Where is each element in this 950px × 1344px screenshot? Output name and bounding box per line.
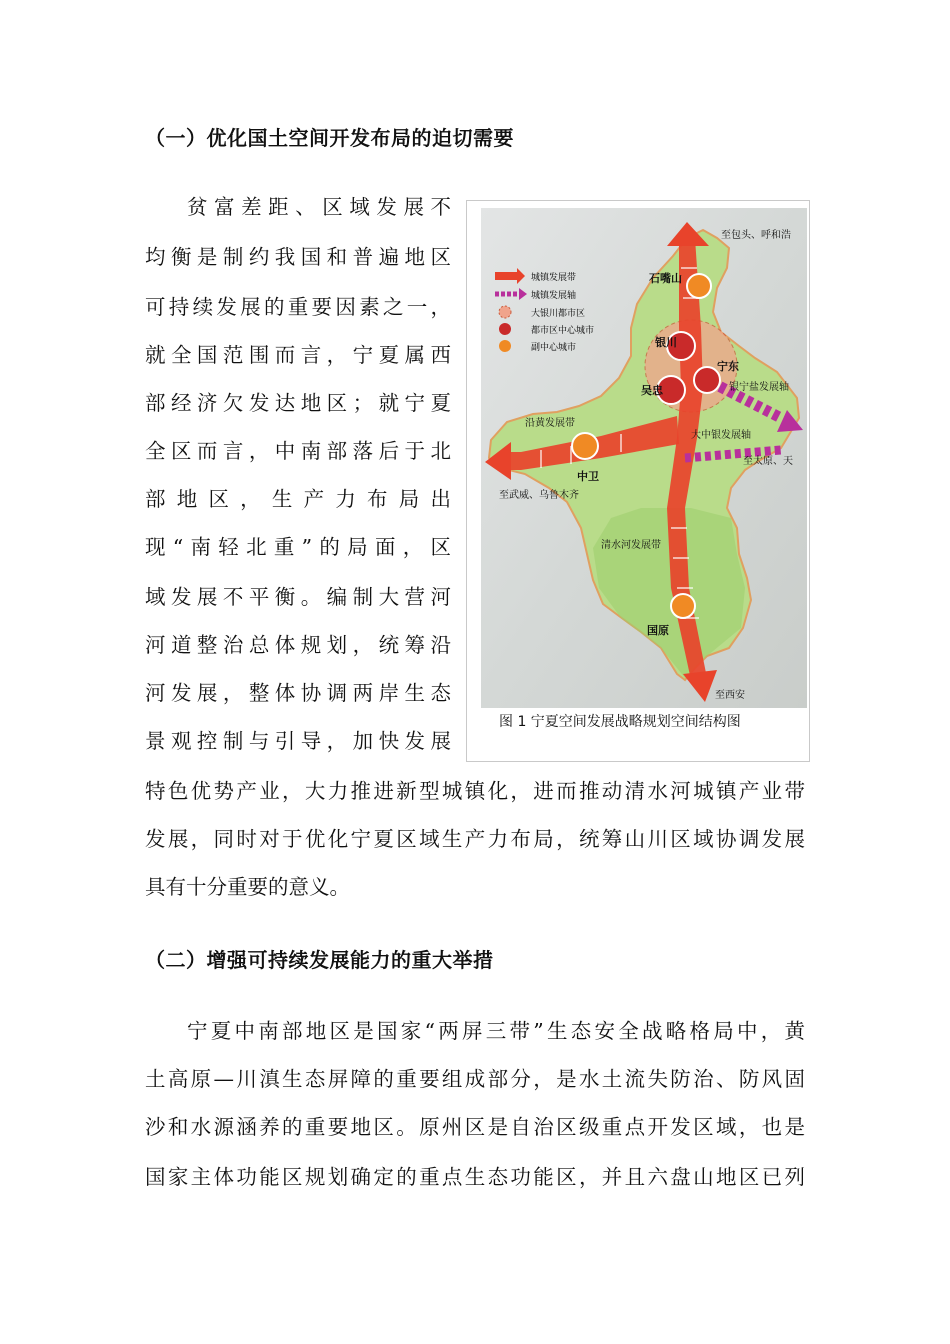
label-yanhuang-belt: 沿黄发展带 <box>525 418 575 429</box>
text-line: 部地区，生产力布局出 <box>145 487 451 511</box>
text-line: 河发展，整体协调两岸生态 <box>145 681 451 705</box>
label-wuzhong: 吴忠 <box>641 384 663 397</box>
text-line: 部经济欠发达地区；就宁夏 <box>145 391 451 415</box>
label-guyuan: 国原 <box>647 624 669 637</box>
city-guyuan <box>671 594 695 618</box>
text-line: 域发展不平衡。编制大营河 <box>145 585 451 609</box>
legend-belt: 城镇发展带 <box>531 273 577 283</box>
text-line: 可持续发展的重要因素之一， <box>145 295 451 319</box>
text-line: 就全国范围而言，宁夏属西 <box>145 343 451 367</box>
label-yinningyan-axis: 银宁盐发展轴 <box>729 382 789 393</box>
label-to-baotou: 至包头、呼和浩 <box>721 230 791 241</box>
legend-center-city: 都市区中心城市 <box>531 326 595 336</box>
text-line: 河道整治总体规划，统筹沿 <box>145 633 451 657</box>
text-line: 具有十分重要的意义。 <box>145 875 350 899</box>
label-to-taiyuan: 至太原、天 <box>743 456 793 467</box>
text-line: 均衡是制约我国和普遍地区 <box>145 245 451 269</box>
text-line: 沙和水源涵养的重要地区。原州区是自治区级重点开发区域，也是 <box>145 1115 805 1139</box>
section-heading-1: （一）优化国土空间开发布局的迫切需要 <box>145 126 514 150</box>
text-line: 特色优势产业，大力推进新型城镇化，进而推动清水河城镇产业带 <box>145 779 805 803</box>
text-line: 现“南轻北重”的局面，区 <box>145 535 451 559</box>
text-line: 宁夏中南部地区是国家“两屏三带”生态安全战略格局中，黄 <box>187 1019 805 1043</box>
text-line: 贫富差距、区域发展不 <box>187 195 451 219</box>
figure-map <box>466 200 810 762</box>
legend-axis: 城镇发展轴 <box>531 291 577 301</box>
section-heading-2: （二）增强可持续发展能力的重大举措 <box>145 948 494 972</box>
label-zhongwei: 中卫 <box>577 470 599 483</box>
label-ningdong: 宁东 <box>717 360 739 373</box>
label-daye-axis: 大中银发展轴 <box>691 430 751 441</box>
text-line: 全区而言，中南部落后于北 <box>145 439 451 463</box>
label-yinchuan: 银川 <box>655 336 677 349</box>
label-to-xian: 至西安 <box>715 690 745 701</box>
city-shizuishan <box>687 274 711 298</box>
figure-caption: 图 1 宁夏空间发展战略规划空间结构图 <box>499 714 741 730</box>
city-zhongwei <box>572 433 598 459</box>
text-line: 国家主体功能区规划确定的重点生态功能区，并且六盘山地区已列 <box>145 1165 805 1189</box>
legend-metro: 大银川都市区 <box>531 309 586 319</box>
label-qingshuihe-belt: 清水河发展带 <box>601 540 661 551</box>
text-line: 发展，同时对于优化宁夏区域生产力布局，统筹山川区域协调发展 <box>145 827 805 851</box>
text-line: 景观控制与引导，加快发展 <box>145 729 451 753</box>
spatial-structure-map <box>481 208 807 708</box>
label-shizuishan: 石嘴山 <box>649 272 682 285</box>
legend-sub-center: 副中心城市 <box>531 343 577 353</box>
label-to-wuwei: 至武威、乌鲁木齐 <box>499 490 579 501</box>
text-line: 土高原—川滇生态屏障的重要组成部分，是水土流失防治、防风固 <box>145 1067 805 1091</box>
